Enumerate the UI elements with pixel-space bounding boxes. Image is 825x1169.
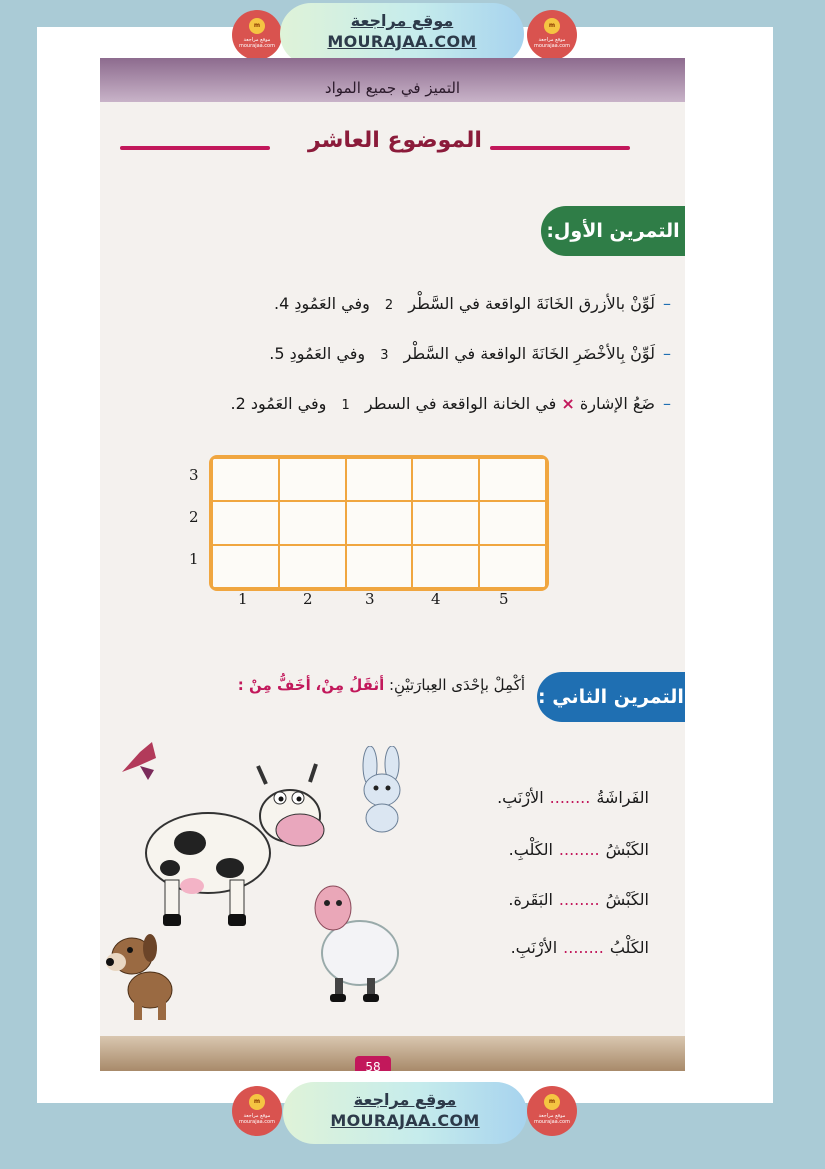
exercise2-instruction: أكْمِلْ بإحْدَى العِبارَتيْنِ: أثقَلُ مِنْ، أخَفُّ مِنْ : [237,676,525,694]
grid-cell[interactable] [412,501,479,544]
cow-icon [130,758,330,933]
grid-cell[interactable] [212,458,279,501]
grid-cell[interactable] [346,501,413,544]
grid-col-label: 4 [431,590,441,608]
grid-cell[interactable] [479,458,546,501]
page-floor [100,1036,685,1071]
coloring-grid [209,455,549,591]
exercise1-line: –لَوِّنْ بِالأخْضَرِ الخَانَةَ الواقعة في السَّطْر 3 وفي العَمُودِ 5. [269,344,671,363]
exercise1-badge: التمرين الأول: [541,206,685,256]
answer-blank[interactable]: ........ [558,840,600,859]
site-name: موقع مراجعة [350,11,454,30]
exercise2-sentence: الكَبْشُ........البَقَرة. [508,890,649,909]
sheep-icon [305,878,405,1008]
exercise1-line: –لَوِّنْ بالأزرق الخَانَةَ الواقعة في السَّطْر 2 وفي العَمُودِ 4. [273,294,671,313]
site-link[interactable] [283,1082,527,1144]
exercise2-badge: التمرين الثاني : [537,672,685,722]
grid-col-label: 1 [238,590,248,608]
exercise2-sentence: الكَبْشُ........الكَلْبِ. [508,840,649,859]
grid-cell[interactable] [346,458,413,501]
grid-row-label: 2 [189,508,199,526]
site-logo-icon: m موقع مراجعة mourajaa.com [527,1086,577,1136]
site-logo-icon: m موقع مراجعة mourajaa.com [232,1086,282,1136]
grid-row-label: 1 [189,550,199,568]
worksheet-page [100,58,685,1071]
grid-cell[interactable] [346,545,413,588]
grid-col-label: 2 [303,590,313,608]
grid-cell[interactable] [212,545,279,588]
grid-col-label: 3 [365,590,375,608]
grid-cell[interactable] [279,545,346,588]
answer-blank[interactable]: ........ [549,788,591,807]
grid-cell[interactable] [279,458,346,501]
site-logo-icon: m موقع مراجعة mourajaa.com [232,10,282,60]
grid-cell[interactable] [412,458,479,501]
site-name: موقع مراجعة [353,1090,457,1109]
grid-cell[interactable] [479,501,546,544]
site-banner-bottom [0,1082,825,1148]
grid-cell[interactable] [279,501,346,544]
site-link[interactable] [280,3,524,65]
grid-cell[interactable] [212,501,279,544]
exercise1-line: –ضَعُ الإشارة × في الخانة الواقعة في السطر 1 وفي العَمُود 2. [230,394,671,413]
grid-row-label: 3 [189,466,199,484]
site-logo-icon: m موقع مراجعة mourajaa.com [527,10,577,60]
dog-icon [102,928,182,1023]
title-divider [490,146,630,150]
exercise2-sentence: الكَلْبُ........الأرْنَبِ. [510,938,649,957]
cross-mark-icon: × [561,394,575,413]
lesson-title: الموضوع العاشر [308,128,482,153]
grid-cell[interactable] [479,545,546,588]
book-header: التميز في جميع المواد [100,58,685,102]
exercise2-sentence: الفَراشَةُ........الأرْنَبِ. [497,788,649,807]
page-number: 58 [355,1056,391,1071]
answer-blank[interactable]: ........ [558,890,600,909]
answer-blank[interactable]: ........ [563,938,604,957]
rabbit-icon [352,746,412,836]
grid-col-label: 5 [499,590,509,608]
site-url: MOURAJAA.COM [327,32,477,51]
grid-cell[interactable] [412,545,479,588]
title-divider [120,146,270,150]
site-url: MOURAJAA.COM [330,1111,480,1130]
